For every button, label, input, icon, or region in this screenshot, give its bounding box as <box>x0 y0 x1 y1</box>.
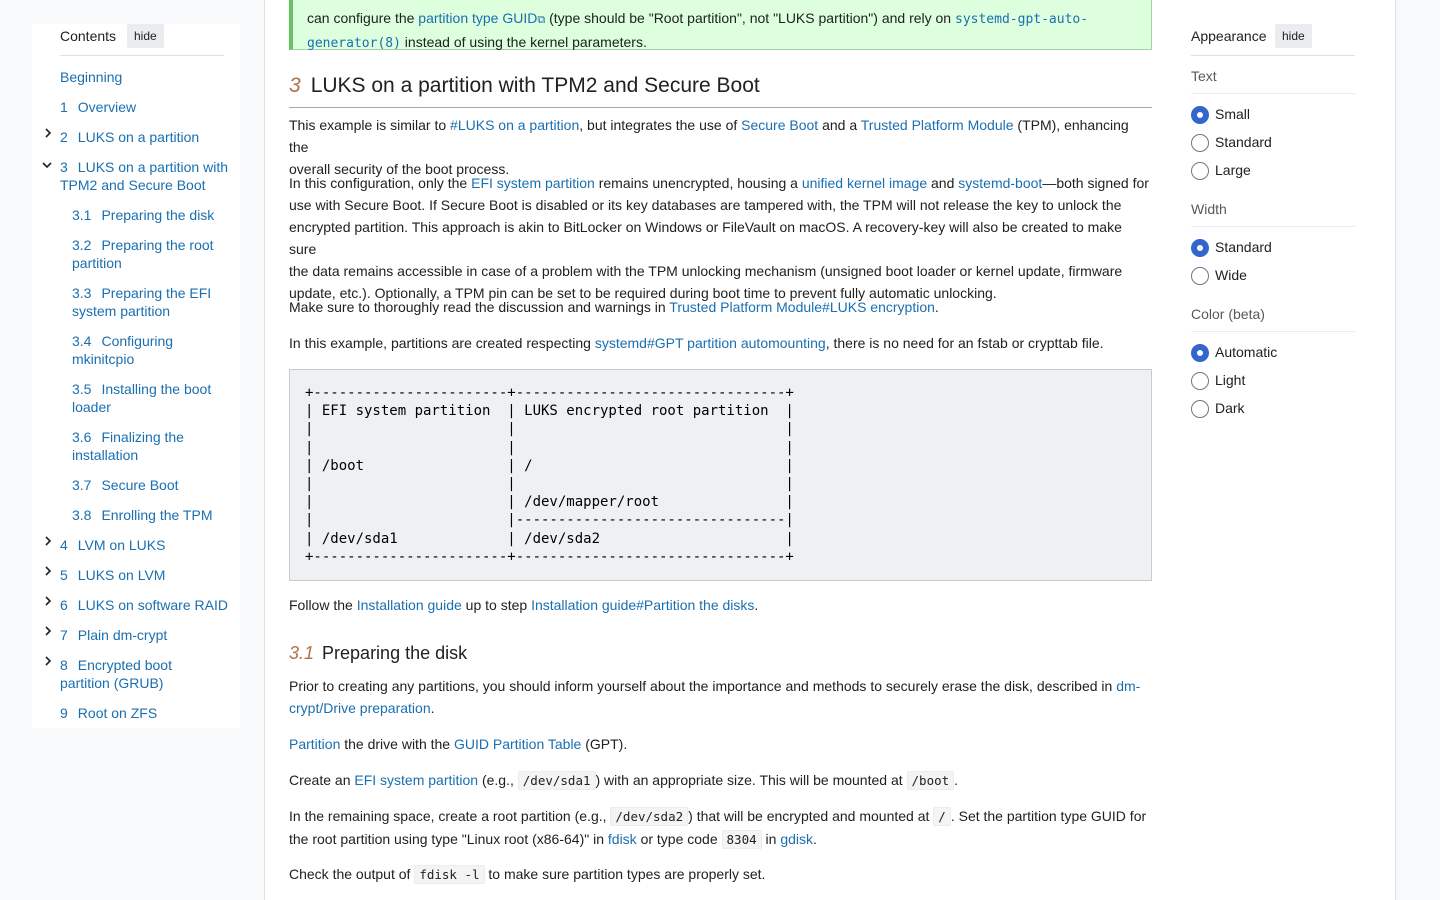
appearance-hide-button[interactable]: hide <box>1275 24 1312 48</box>
link-tpm-luks-encryption[interactable]: Trusted Platform Module#LUKS encryption <box>669 299 935 315</box>
chevron-right-icon[interactable] <box>43 656 53 666</box>
radio-button[interactable] <box>1191 239 1209 257</box>
toc-item-3-4[interactable]: 3.4 Configuring mkinitcpio <box>72 333 174 367</box>
link-partition-type-guid[interactable]: partition type GUID <box>418 10 538 26</box>
toc-item-3-3[interactable]: 3.3 Preparing the EFI system partition <box>72 285 212 319</box>
table-of-contents <box>32 24 240 728</box>
toc-title: Contents <box>60 28 117 44</box>
link-systemd-gpt-auto-generator[interactable]: systemd-gpt-auto- <box>955 12 1089 27</box>
link-luks-on-partition[interactable]: #LUKS on a partition <box>450 117 580 133</box>
radio-button[interactable] <box>1191 372 1209 390</box>
link-gdisk[interactable]: gdisk <box>780 831 813 847</box>
toc-item-encrypted-boot[interactable]: 8 Encrypted boot partition (GRUB) <box>60 657 172 691</box>
note-box: can configure the partition type GUID⧉ (type should be "Root partition", not "LUKS partition") and rely on systemd-gpt-auto- generator(8) instead of using the kernel parameters. <box>289 0 1152 50</box>
paragraph: In this configuration, only the EFI system partition remains unencrypted, housing a unified kernel image and systemd-boot—both signed for use with Secure Boot. If Secure Boot is disabled or its key databases are tampered with, the TPM will not release the key to unlock the encrypted partition. This approach is akin to BitLocker on Windows or FileVault on macOS. A recovery-key will also be created to make sure the data remains accessible in case of a problem with the TPM unlocking mechanism (unsigned boot loader or kernel update, firmware update, etc.). Optionally, a TPM pin can be set to be required during boot time to prevent fully automatic unlocking. <box>289 175 1149 301</box>
link-partition-the-disks[interactable]: Installation guide#Partition the disks <box>531 597 755 613</box>
toc-item-luks-tpm2[interactable]: 3 LUKS on a partition with TPM2 and Secure Boot <box>60 159 228 193</box>
inline-code: /boot <box>907 771 955 790</box>
paragraph: Prior to creating any partitions, you should inform yourself about the importance and methods to securely erase the disk, described in dm- crypt/Drive preparation. <box>289 678 1141 716</box>
chevron-right-icon[interactable] <box>43 128 53 138</box>
toc-item-3-1[interactable]: 3.1 Preparing the disk <box>72 207 215 223</box>
link-partition[interactable]: Partition <box>289 736 341 752</box>
radio-button[interactable] <box>1191 400 1209 418</box>
appearance-header <box>1191 24 1355 56</box>
toc-item-3-5[interactable]: 3.5 Installing the boot loader <box>72 381 212 415</box>
toc-item-3-2[interactable]: 3.2 Preparing the root partition <box>72 237 214 271</box>
width-label: Width <box>1191 201 1355 227</box>
inline-code: 8304 <box>722 830 762 849</box>
toc-item-luks-on-lvm[interactable]: 5 LUKS on LVM <box>60 567 166 583</box>
toc-item-3-6[interactable]: 3.6 Finalizing the installation <box>72 429 184 463</box>
toc-header <box>60 24 224 56</box>
color-label: Color (beta) <box>1191 306 1355 332</box>
paragraph: This example is similar to #LUKS on a partition, but integrates the use of Secure Boot and a Trusted Platform Module (TPM), enhancing the overall security of the boot process. <box>289 117 1129 177</box>
toc-item-luks-raid[interactable]: 6 LUKS on software RAID <box>60 597 228 613</box>
paragraph: Check the output of fdisk -l to make sure partition types are properly set. <box>289 866 766 882</box>
paragraph: Follow the Installation guide up to step Installation guide#Partition the disks. <box>289 597 759 613</box>
chevron-right-icon[interactable] <box>43 536 53 546</box>
inline-code: /dev/sda1 <box>518 771 596 790</box>
paragraph: Create an EFI system partition (e.g., /dev/sda1 ) with an appropriate size. This will be mounted at /boot . <box>289 772 959 788</box>
radio-button[interactable] <box>1191 162 1209 180</box>
chevron-down-icon[interactable] <box>42 160 52 170</box>
toc-item-beginning[interactable]: Beginning <box>60 69 123 85</box>
link-drive-preparation[interactable]: dm- <box>1116 678 1141 694</box>
text-size-label: Text <box>1191 68 1355 94</box>
link-fdisk[interactable]: fdisk <box>607 831 637 847</box>
link-tpm[interactable]: Trusted Platform Module <box>860 117 1014 133</box>
link-systemd-boot[interactable]: systemd-boot <box>958 175 1043 191</box>
partition-layout-diagram: +-----------------------+--------------------------------+ | EFI system partition | LUKS encrypted root partition | | | | | | | | /boot | / | | | | | | /dev/mapper/root | | |--------------------------------| | /dev/sda1 | /dev/sda2 | +-----------------------+--------------------------------+ <box>289 369 1152 581</box>
inline-code: fdisk -l <box>414 865 484 884</box>
link-efi-system-partition[interactable]: EFI system partition <box>471 175 595 191</box>
toc-item-lvm-on-luks[interactable]: 4 LVM on LUKS <box>60 537 166 553</box>
chevron-right-icon[interactable] <box>43 566 53 576</box>
inline-code: / <box>933 807 951 826</box>
radio-button[interactable] <box>1191 106 1209 124</box>
radio-button[interactable] <box>1191 134 1209 152</box>
toc-item-3-7[interactable]: 3.7 Secure Boot <box>72 477 179 493</box>
paragraph: In the remaining space, create a root partition (e.g., /dev/sda2 ) that will be encrypted and mounted at / . Set the partition type GUID for the root partition using type "Linux root (x86-64)" in fdisk or type code 8304 in gdisk. <box>289 808 1147 847</box>
radio-button[interactable] <box>1191 344 1209 362</box>
toc-item-overview[interactable]: 1 Overview <box>60 99 137 115</box>
link-gpt-automounting[interactable]: systemd#GPT partition automounting <box>594 335 826 351</box>
chevron-right-icon[interactable] <box>43 596 53 606</box>
appearance-title: Appearance <box>1191 28 1267 44</box>
radio-button[interactable] <box>1191 267 1209 285</box>
inline-code: /dev/sda2 <box>610 807 688 826</box>
toc-hide-button[interactable]: hide <box>127 24 164 48</box>
section-heading-3-1: 3.1 Preparing the disk <box>289 643 468 663</box>
toc-item-3-8[interactable]: 3.8 Enrolling the TPM <box>72 507 213 523</box>
toc-item-luks-on-partition[interactable]: 2 LUKS on a partition <box>60 129 200 145</box>
section-heading-3: 3 LUKS on a partition with TPM2 and Secure Boot <box>289 74 1152 108</box>
toc-item-root-on-zfs[interactable]: 9 Root on ZFS <box>60 705 158 721</box>
link-drive-preparation-2[interactable]: crypt/Drive preparation <box>289 700 431 716</box>
link-unified-kernel-image[interactable]: unified kernel image <box>801 175 928 191</box>
chevron-right-icon[interactable] <box>43 626 53 636</box>
link-guid-partition-table[interactable]: GUID Partition Table <box>453 736 582 752</box>
external-link-icon: ⧉ <box>537 14 546 26</box>
paragraph: Partition the drive with the GUID Partition Table (GPT). <box>289 736 628 752</box>
paragraph: Make sure to thoroughly read the discussion and warnings in Trusted Platform Module#LUKS encryption. <box>289 299 939 315</box>
paragraph: In this example, partitions are created respecting systemd#GPT partition automounting, there is no need for an fstab or crypttab file. <box>289 335 1104 351</box>
link-systemd-gpt-auto-generator-2[interactable]: generator(8) <box>307 36 401 51</box>
toc-item-plain-dm-crypt[interactable]: 7 Plain dm-crypt <box>60 627 168 643</box>
link-secure-boot[interactable]: Secure Boot <box>741 117 819 133</box>
link-efi-system-partition-2[interactable]: EFI system partition <box>354 772 479 788</box>
link-installation-guide[interactable]: Installation guide <box>356 597 462 613</box>
